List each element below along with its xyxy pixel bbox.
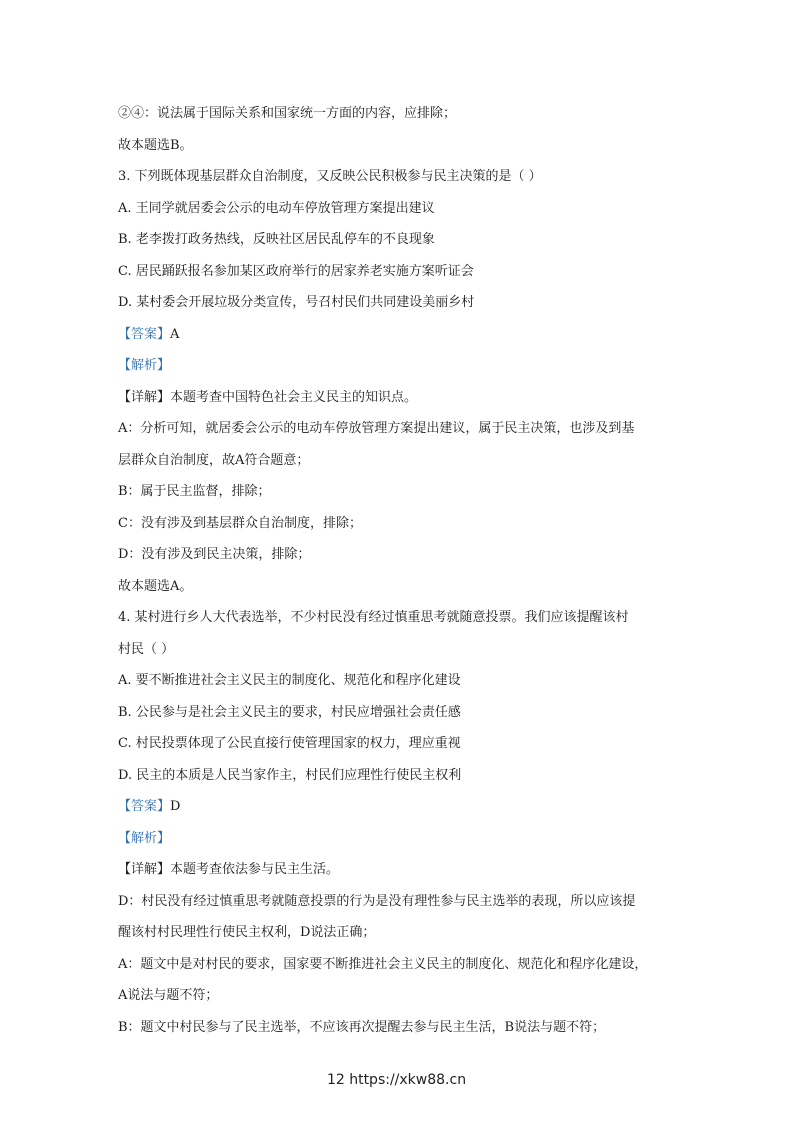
analysis-tag: 【解析】 [118, 830, 171, 846]
question-stem: 3. 下列既体现基层群众自治制度，又反映公民积极参与民主决策的是（ ） [118, 169, 542, 184]
text-line: A：分析可知，就居委会公示的电动车停放管理方案提出建议，属于民主决策，也涉及到基 [118, 421, 635, 436]
text-line: A：题文中是对村民的要求，国家要不断推进社会主义民主的制度化、规范化和程序化建设， [118, 956, 648, 972]
document-body [118, 104, 678, 1049]
option-d: D. 某村委会开展垃圾分类宣传，号召村民们共同建设美丽乡村 [118, 295, 475, 310]
answer-value: D [170, 799, 181, 814]
analysis-line [118, 829, 678, 849]
text-line: 醒该村村民理性行使民主权利，D说法正确； [118, 925, 376, 940]
text-line: ②④：说法属于国际关系和国家统一方面的内容，应排除； [118, 106, 457, 121]
option-c: C. 居民踊跃报名参加某区政府举行的居家养老实施方案听证会 [118, 263, 474, 279]
text-line: 故本题选A。 [118, 578, 193, 594]
answer-line [118, 325, 678, 345]
option-b: B. 公民参与是社会主义民主的要求，村民应增强社会责任感 [118, 704, 461, 720]
text-line: D：没有涉及到民主决策，排除； [118, 547, 311, 562]
option-d: D. 民主的本质是人民当家作主，村民们应理性行使民主权利 [118, 767, 462, 783]
option-a: A. 王同学就居委会公示的电动车停放管理方案提出建议 [118, 200, 435, 216]
question-stem: 4. 某村进行乡人大代表选举，不少村民没有经过慎重思考就随意投票。我们应该提醒该村 [118, 610, 629, 625]
text-line: A说法与题不符； [118, 988, 219, 1003]
text-line: B：属于民主监督，排除； [118, 484, 271, 499]
text-line: 故本题选B。 [118, 137, 193, 153]
answer-line [118, 797, 678, 817]
answer-value: A [170, 326, 180, 342]
option-c: C. 村民投票体现了公民直接行使管理国家的权力，理应重视 [118, 736, 461, 751]
text-line: 村民（ ） [118, 641, 175, 657]
page-footer: 12 https://xkw88.cn [326, 1072, 467, 1088]
analysis-tag: 【解析】 [118, 358, 171, 373]
text-line: B：题文中村民参与了民主选举，不应该再次提醒去参与民主生活，B说法与题不符； [118, 1019, 606, 1035]
text-line: D：村民没有经过慎重思考就随意投票的行为是没有理性参与民主选举的表现，所以应该提 [118, 893, 636, 909]
option-b: B. 老李拨打政务热线，反映社区居民乱停车的不良现象 [118, 232, 435, 247]
answer-tag: 【答案】 [118, 799, 171, 814]
option-a: A. 要不断推进社会主义民主的制度化、规范化和程序化建设 [118, 673, 461, 688]
text-line: 【详解】本题考查中国特色社会主义民主的知识点。 [118, 389, 418, 405]
text-line: 层群众自治制度，故A符合题意； [118, 452, 310, 468]
analysis-line [118, 356, 678, 376]
answer-tag: 【答案】 [118, 326, 171, 342]
text-line: C：没有涉及到基层群众自治制度，排除； [118, 515, 362, 531]
text-line: 【详解】本题考查依法参与民主生活。 [118, 862, 340, 877]
